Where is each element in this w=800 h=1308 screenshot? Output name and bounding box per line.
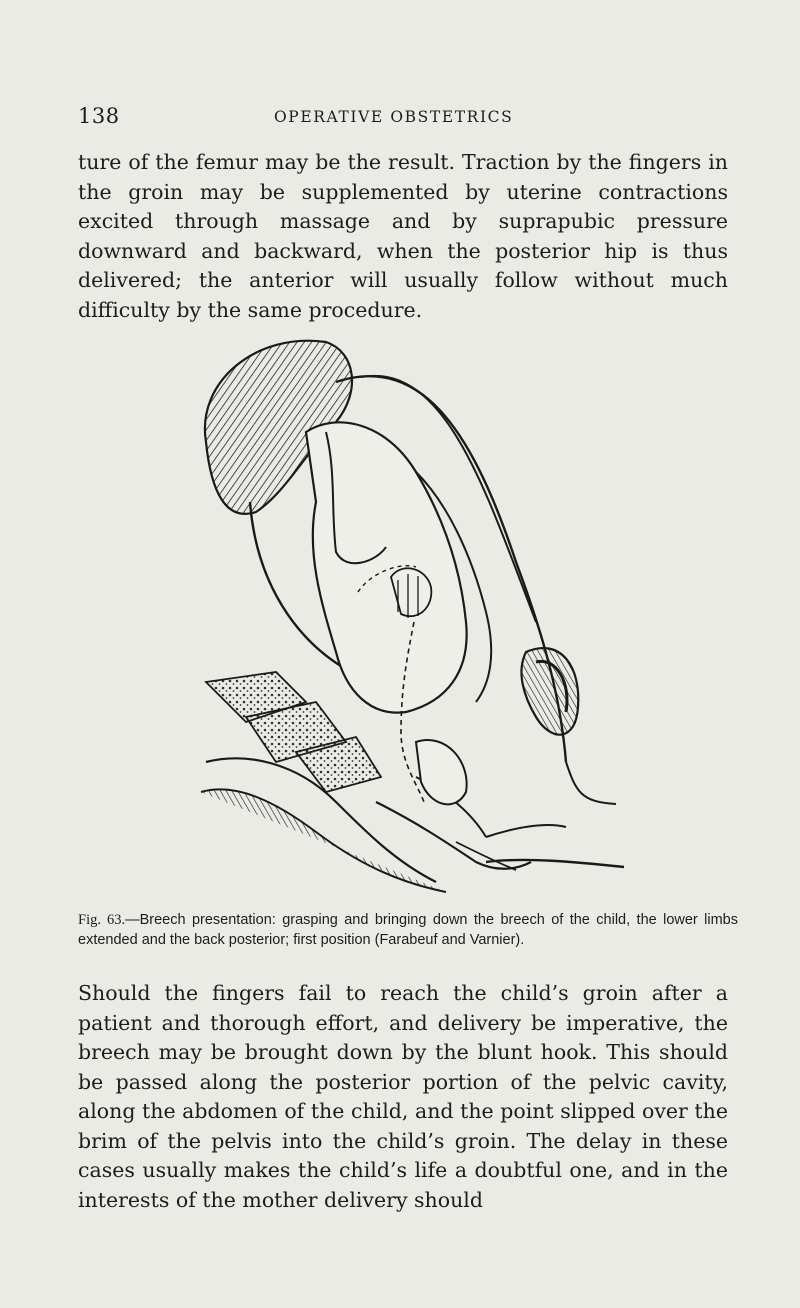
page-header	[78, 104, 728, 132]
caption-label: Fig. 63.	[78, 912, 126, 928]
caption-text: —Breech presentation: grasping and bringing down the breech of the child, the lower limbs extended and the back posterior; first position (Farabeuf and Varnier).	[78, 912, 738, 948]
running-head: OPERATIVE OBSTETRICS	[274, 108, 514, 126]
figure-caption	[78, 910, 738, 950]
breech-presentation-drawing	[186, 322, 626, 916]
figure-illustration	[186, 322, 626, 916]
body-paragraph-top: ture of the femur may be the result. Traction by the fingers in the groin may be supplemented by uterine contractions excited through massage and by suprapubic pressure downward and backward, when the posterior hip is thus delivered; the anterior will usually follow without much difficulty by the same procedure.	[78, 150, 728, 322]
page-number: 138	[78, 104, 120, 128]
body-paragraph-bottom: Should the fingers fail to reach the child’s groin after a patient and thorough effort, and delivery be imperative, the breech may be brought down by the blunt hook. This should be passed along the posterior portion of the pelvic cavity, along the abdomen of the child, and the point slipped over the brim of the pelvis into the child’s groin. The delay in these cases usually makes the child’s life a doubtful one, and in the interests of the mother delivery should	[78, 981, 728, 1212]
